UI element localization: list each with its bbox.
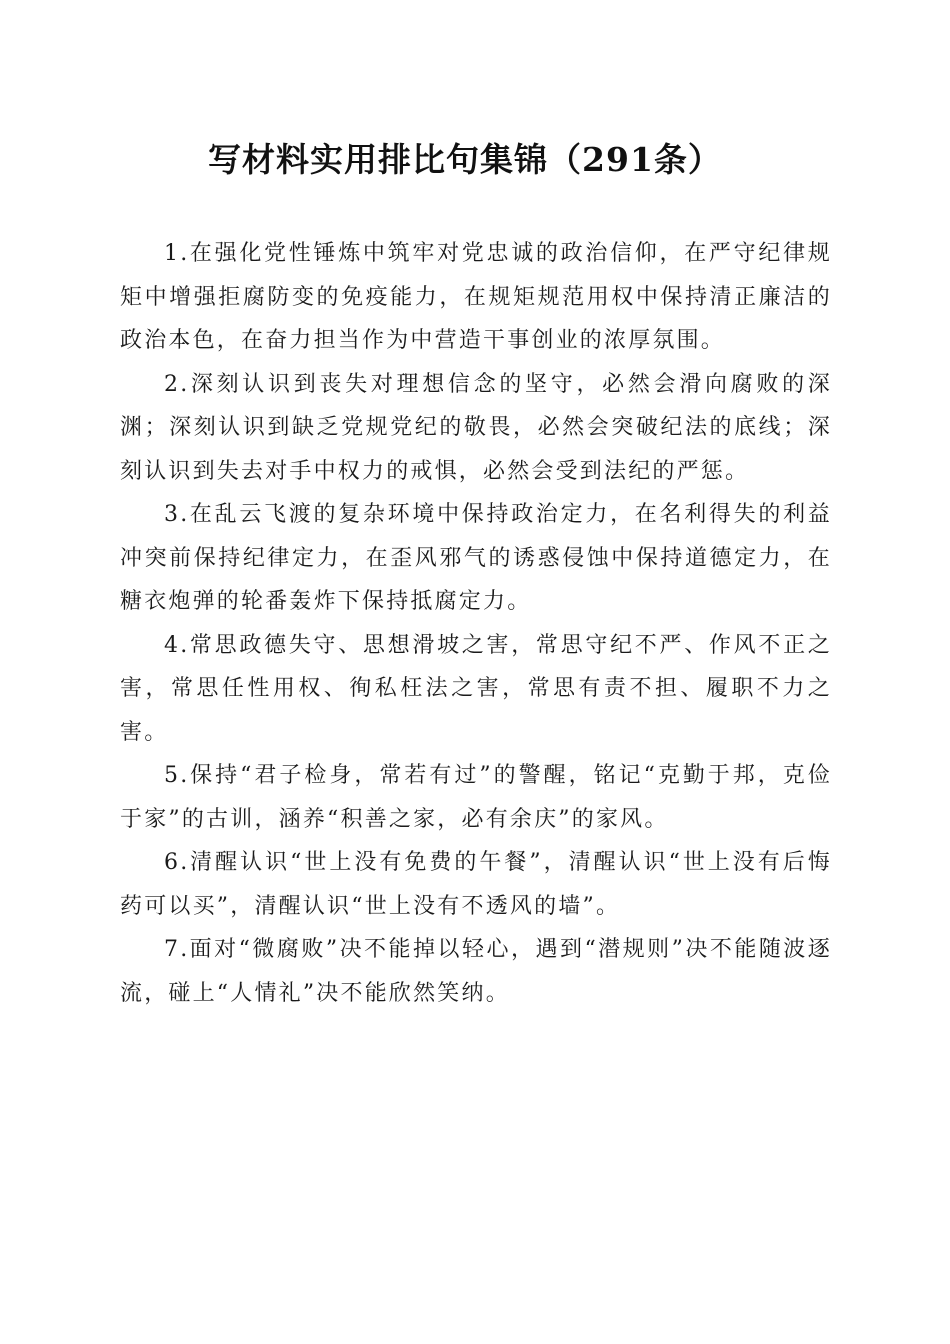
paragraph-5: 5.保持“君子检身，常若有过”的警醒，铭记“克勤于邦，克俭于家”的古训，涵养“积善之家，必有余庆”的家风。 [120, 763, 832, 832]
document-title: 写材料实用排比句集锦（291条） [208, 140, 722, 179]
paragraph-1: 1.在强化党性锤炼中筑牢对党忠诚的政治信仰，在严守纪律规矩中增强拒腐防变的免疫能力，在规矩规范用权中保持清正廉洁的政治本色，在奋力担当作为中营造干事创业的浓厚氛围。 [120, 241, 832, 353]
document-body [120, 232, 832, 1015]
paragraph-7: 7.面对“微腐败”决不能掉以轻心，遇到“潜规则”决不能随波逐流，碰上“人情礼”决不能欣然笑纳。 [120, 937, 832, 1006]
paragraph-6: 6.清醒认识“世上没有免费的午餐”，清醒认识“世上没有后悔药可以买”，清醒认识“世上没有不透风的墙”。 [120, 850, 832, 919]
paragraph-3: 3.在乱云飞渡的复杂环境中保持政治定力，在名利得失的利益冲突前保持纪律定力，在歪风邪气的诱惑侵蚀中保持道德定力，在糖衣炮弹的轮番轰炸下保持抵腐定力。 [120, 502, 832, 614]
paragraph-4: 4.常思政德失守、思想滑坡之害，常思守纪不严、作风不正之害，常思任性用权、徇私枉法之害，常思有责不担、履职不力之害。 [120, 632, 832, 745]
paragraph-2: 2.深刻认识到丧失对理想信念的坚守，必然会滑向腐败的深渊；深刻认识到缺乏党规党纪的敬畏，必然会突破纪法的底线；深刻认识到失去对手中权力的戒惧，必然会受到法纪的严惩。 [120, 371, 832, 484]
